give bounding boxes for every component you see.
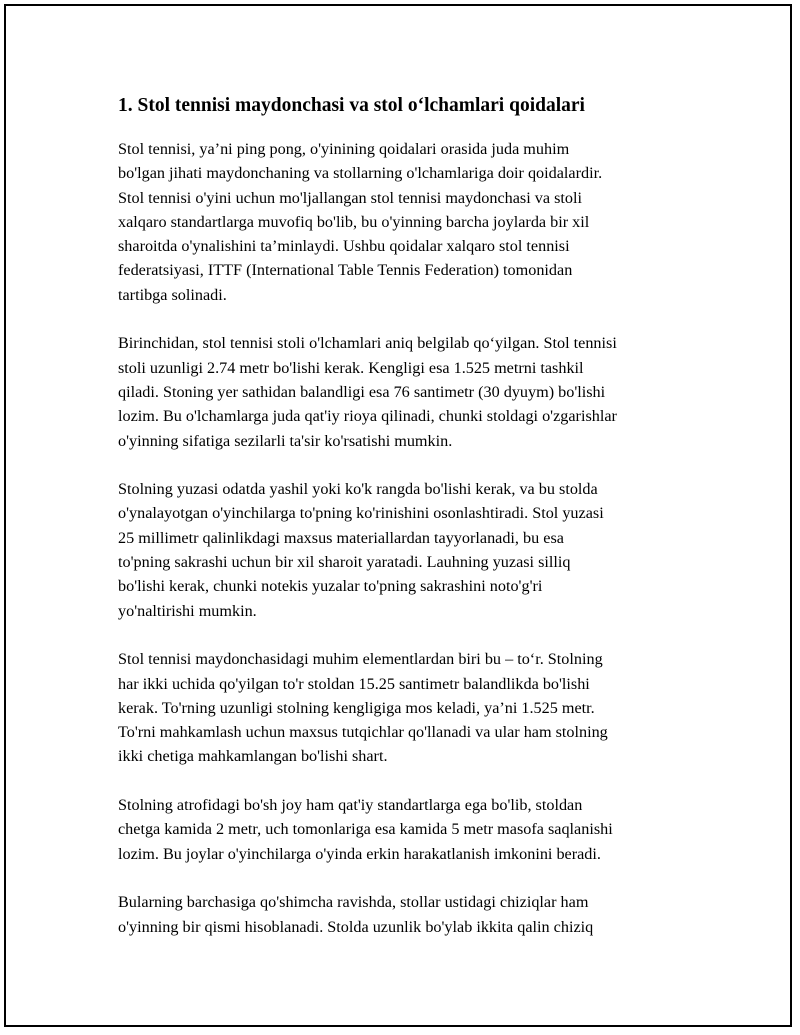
text-line: bo'lgan jihati maydonchaning va stollarning o'lchamlariga doir qoidalardir.	[118, 164, 603, 183]
text-line: o'yinning bir qismi hisoblanadi. Stolda uzunlik bo'ylab ikkita qalin chiziq	[118, 917, 594, 936]
paragraph-table-dimensions	[118, 331, 693, 452]
text-line: Stol tennisi, ya’ni ping pong, o'yinining qoidalari orasida juda muhim	[118, 140, 570, 158]
text-line: 25 millimetr qalinlikdagi maxsus materiallardan tayyorlanadi, bu esa	[118, 528, 564, 547]
paragraph-table-surface	[118, 477, 693, 623]
paragraph-surrounding-space	[118, 793, 693, 866]
text-line: tartibga solinadi.	[118, 285, 227, 304]
text-line: lozim. Bu joylar o'yinchilarga o'yinda erkin harakatlanish imkonini beradi.	[118, 844, 601, 863]
text-line: Stolning atrofidagi bo'sh joy ham qat'iy standartlarga ega bo'lib, stoldan	[118, 796, 583, 815]
text-line: o'yinning sifatiga sezilarli ta'sir ko'rsatishi mumkin.	[118, 431, 453, 450]
text-line: bo'lishi kerak, chunki notekis yuzalar to'pning sakrashini noto'g'ri	[118, 577, 543, 596]
text-line: sharoitda o'ynalishini ta’minlaydi. Ushbu qoidalar xalqaro stol tennisi	[118, 237, 570, 256]
paragraph-net	[118, 647, 693, 768]
text-line: yo'naltirishi mumkin.	[118, 601, 257, 620]
text-line: o'ynalayotgan o'yinchilarga to'pning ko'rinishini osonlashtiradi. Stol yuzasi	[118, 504, 604, 523]
text-line: Bularning barchasiga qo'shimcha ravishda, stollar ustidagi chiziqlar ham	[118, 893, 589, 912]
text-line: ikki chetiga mahkamlangan bo'lishi shart.	[118, 747, 388, 766]
text-line: qiladi. Stoning yer sathidan balandligi esa 76 santimetr (30 dyuym) bo'lishi	[118, 382, 606, 401]
paragraph-lines	[118, 890, 693, 939]
document-body	[118, 94, 693, 939]
text-line: Birinchidan, stol tennisi stoli o'lchamlari aniq belgilab qo‘yilgan. Stol tennisi	[118, 334, 617, 353]
text-line: lozim. Bu o'lchamlarga juda qat'iy rioya qilinadi, chunki stoldagi o'zgarishlar	[118, 407, 617, 426]
text-line: To'rni mahkamlash uchun maxsus tutqichlar qo'llanadi va ular ham stolning	[118, 723, 608, 742]
text-line: stoli uzunligi 2.74 metr bo'lishi kerak. Kengligi esa 1.525 metrni tashkil	[118, 358, 584, 377]
text-line: federatsiyasi, ITTF (International Table Tennis Federation) tomonidan	[118, 261, 573, 280]
text-line: xalqaro standartlarga muvofiq bo'lib, bu o'yinning barcha joylarda bir xil	[118, 212, 590, 231]
paragraph-intro	[118, 137, 693, 307]
text-line: har ikki uchida qo'yilgan to'r stoldan 15.25 santimetr balandlikda bo'lishi	[118, 674, 590, 693]
text-line: to'pning sakrashi uchun bir xil sharoit yaratadi. Lauhning yuzasi silliq	[118, 553, 571, 572]
text-line: kerak. To'rning uzunligi stolning kengligiga mos keladi, ya’ni 1.525 metr.	[118, 698, 595, 717]
text-line: Stol tennisi o'yini uchun mo'ljallangan stol tennisi maydonchasi va stoli	[118, 188, 582, 207]
section-heading: 1. Stol tennisi maydonchasi va stol o‘lchamlari qoidalari	[118, 95, 585, 116]
text-line: Stolning yuzasi odatda yashil yoki ko'k rangda bo'lishi kerak, va bu stolda	[118, 480, 598, 499]
text-line: Stol tennisi maydonchasidagi muhim elementlardan biri bu – to‘r. Stolning	[118, 650, 603, 669]
text-line: chetga kamida 2 metr, uch tomonlariga esa kamida 5 metr masofa saqlanishi	[118, 820, 613, 839]
